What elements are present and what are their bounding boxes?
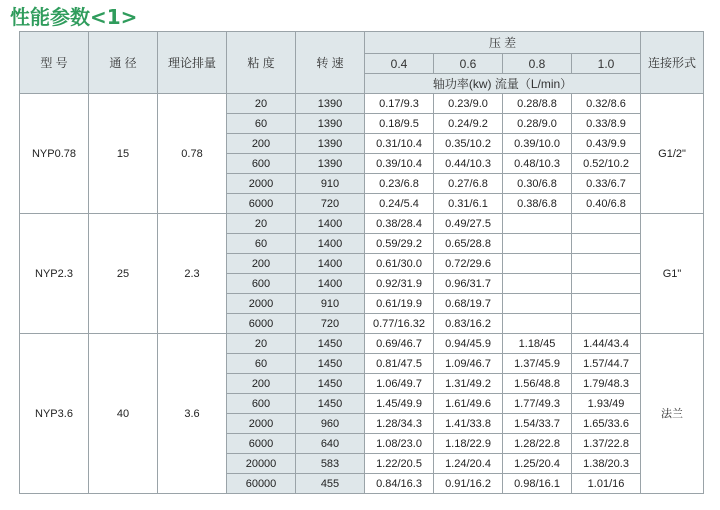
- viscosity-cell: 60: [227, 354, 296, 374]
- power-flow-cell: [572, 274, 641, 294]
- power-flow-cell: 0.48/10.3: [503, 154, 572, 174]
- power-flow-cell: 1.57/44.7: [572, 354, 641, 374]
- power-flow-cell: 1.22/20.5: [365, 454, 434, 474]
- power-flow-cell: 1.44/43.4: [572, 334, 641, 354]
- header-power-flow: 轴功率(kw) 流量（L/min）: [365, 74, 641, 94]
- power-flow-cell: 0.61/19.9: [365, 294, 434, 314]
- table-row: [20, 214, 704, 234]
- power-flow-cell: 0.23/9.0: [434, 94, 503, 114]
- power-flow-cell: [572, 214, 641, 234]
- power-flow-cell: 0.94/45.9: [434, 334, 503, 354]
- power-flow-cell: [503, 254, 572, 274]
- speed-cell: 1390: [296, 134, 365, 154]
- power-flow-cell: 0.17/9.3: [365, 94, 434, 114]
- speed-cell: 1390: [296, 114, 365, 134]
- power-flow-cell: 1.77/49.3: [503, 394, 572, 414]
- power-flow-cell: [503, 214, 572, 234]
- power-flow-cell: 1.56/48.8: [503, 374, 572, 394]
- viscosity-cell: 2000: [227, 174, 296, 194]
- header-pressure-0: 0.4: [365, 54, 434, 74]
- power-flow-cell: [572, 254, 641, 274]
- power-flow-cell: 1.65/33.6: [572, 414, 641, 434]
- power-flow-cell: 0.72/29.6: [434, 254, 503, 274]
- displacement-cell: 3.6: [158, 334, 227, 494]
- power-flow-cell: 0.77/16.32: [365, 314, 434, 334]
- bore-cell: 25: [89, 214, 158, 334]
- power-flow-cell: 0.38/6.8: [503, 194, 572, 214]
- power-flow-cell: 0.91/16.2: [434, 474, 503, 494]
- power-flow-cell: 1.06/49.7: [365, 374, 434, 394]
- power-flow-cell: 0.31/10.4: [365, 134, 434, 154]
- power-flow-cell: 0.84/16.3: [365, 474, 434, 494]
- power-flow-cell: 0.61/30.0: [365, 254, 434, 274]
- power-flow-cell: 0.68/19.7: [434, 294, 503, 314]
- power-flow-cell: 0.32/8.6: [572, 94, 641, 114]
- power-flow-cell: 0.43/9.9: [572, 134, 641, 154]
- header-bore: 通 径: [89, 32, 158, 94]
- power-flow-cell: 0.33/8.9: [572, 114, 641, 134]
- power-flow-cell: 0.39/10.0: [503, 134, 572, 154]
- header-pressure-3: 1.0: [572, 54, 641, 74]
- power-flow-cell: [572, 234, 641, 254]
- table-row: [20, 334, 704, 354]
- connection-cell: 法兰: [641, 334, 704, 494]
- power-flow-cell: [572, 314, 641, 334]
- power-flow-cell: 1.24/20.4: [434, 454, 503, 474]
- power-flow-cell: 1.93/49: [572, 394, 641, 414]
- power-flow-cell: [503, 294, 572, 314]
- viscosity-cell: 6000: [227, 434, 296, 454]
- power-flow-cell: 1.01/16: [572, 474, 641, 494]
- power-flow-cell: 1.61/49.6: [434, 394, 503, 414]
- connection-cell: G1": [641, 214, 704, 334]
- power-flow-cell: 0.24/9.2: [434, 114, 503, 134]
- viscosity-cell: 2000: [227, 414, 296, 434]
- power-flow-cell: 1.37/45.9: [503, 354, 572, 374]
- model-cell: NYP2.3: [20, 214, 89, 334]
- page-title: 性能参数<1>: [10, 5, 138, 29]
- performance-table: [19, 31, 704, 494]
- speed-cell: 910: [296, 294, 365, 314]
- viscosity-cell: 20: [227, 334, 296, 354]
- speed-cell: 720: [296, 314, 365, 334]
- power-flow-cell: 0.59/29.2: [365, 234, 434, 254]
- speed-cell: 1390: [296, 94, 365, 114]
- viscosity-cell: 600: [227, 154, 296, 174]
- power-flow-cell: 1.31/49.2: [434, 374, 503, 394]
- power-flow-cell: [572, 294, 641, 314]
- speed-cell: 1400: [296, 254, 365, 274]
- displacement-cell: 0.78: [158, 94, 227, 214]
- header-speed: 转 速: [296, 32, 365, 94]
- power-flow-cell: 0.23/6.8: [365, 174, 434, 194]
- power-flow-cell: 0.18/9.5: [365, 114, 434, 134]
- bore-cell: 15: [89, 94, 158, 214]
- power-flow-cell: 0.24/5.4: [365, 194, 434, 214]
- power-flow-cell: 1.08/23.0: [365, 434, 434, 454]
- speed-cell: 1450: [296, 394, 365, 414]
- power-flow-cell: 0.40/6.8: [572, 194, 641, 214]
- power-flow-cell: 0.65/28.8: [434, 234, 503, 254]
- power-flow-cell: 1.38/20.3: [572, 454, 641, 474]
- power-flow-cell: 0.38/28.4: [365, 214, 434, 234]
- model-cell: NYP3.6: [20, 334, 89, 494]
- power-flow-cell: 1.28/34.3: [365, 414, 434, 434]
- speed-cell: 1450: [296, 334, 365, 354]
- header-model: 型 号: [20, 32, 89, 94]
- power-flow-cell: 0.33/6.7: [572, 174, 641, 194]
- speed-cell: 1400: [296, 274, 365, 294]
- speed-cell: 583: [296, 454, 365, 474]
- power-flow-cell: 1.25/20.4: [503, 454, 572, 474]
- power-flow-cell: 0.30/6.8: [503, 174, 572, 194]
- power-flow-cell: 0.83/16.2: [434, 314, 503, 334]
- power-flow-cell: 0.27/6.8: [434, 174, 503, 194]
- viscosity-cell: 200: [227, 254, 296, 274]
- viscosity-cell: 20000: [227, 454, 296, 474]
- power-flow-cell: 0.28/9.0: [503, 114, 572, 134]
- power-flow-cell: 0.28/8.8: [503, 94, 572, 114]
- viscosity-cell: 20: [227, 94, 296, 114]
- power-flow-cell: 0.39/10.4: [365, 154, 434, 174]
- power-flow-cell: 1.79/48.3: [572, 374, 641, 394]
- power-flow-cell: 1.54/33.7: [503, 414, 572, 434]
- viscosity-cell: 60: [227, 114, 296, 134]
- viscosity-cell: 60: [227, 234, 296, 254]
- table-row: [20, 94, 704, 114]
- viscosity-cell: 200: [227, 374, 296, 394]
- header-displacement: 理论排量: [158, 32, 227, 94]
- speed-cell: 1400: [296, 214, 365, 234]
- power-flow-cell: 1.45/49.9: [365, 394, 434, 414]
- power-flow-cell: 1.41/33.8: [434, 414, 503, 434]
- viscosity-cell: 6000: [227, 314, 296, 334]
- power-flow-cell: 0.49/27.5: [434, 214, 503, 234]
- power-flow-cell: 0.31/6.1: [434, 194, 503, 214]
- header-connection: 连接形式: [641, 32, 704, 94]
- power-flow-cell: 1.18/45: [503, 334, 572, 354]
- speed-cell: 960: [296, 414, 365, 434]
- power-flow-cell: 0.35/10.2: [434, 134, 503, 154]
- power-flow-cell: 0.44/10.3: [434, 154, 503, 174]
- header-pressure-diff: 压 差: [365, 32, 641, 54]
- power-flow-cell: 1.37/22.8: [572, 434, 641, 454]
- header-pressure-2: 0.8: [503, 54, 572, 74]
- speed-cell: 640: [296, 434, 365, 454]
- power-flow-cell: 1.28/22.8: [503, 434, 572, 454]
- speed-cell: 1400: [296, 234, 365, 254]
- power-flow-cell: [503, 234, 572, 254]
- power-flow-cell: [503, 274, 572, 294]
- power-flow-cell: 1.18/22.9: [434, 434, 503, 454]
- model-cell: NYP0.78: [20, 94, 89, 214]
- viscosity-cell: 2000: [227, 294, 296, 314]
- header-pressure-1: 0.6: [434, 54, 503, 74]
- power-flow-cell: 0.81/47.5: [365, 354, 434, 374]
- power-flow-cell: 0.96/31.7: [434, 274, 503, 294]
- power-flow-cell: [503, 314, 572, 334]
- power-flow-cell: 0.69/46.7: [365, 334, 434, 354]
- viscosity-cell: 20: [227, 214, 296, 234]
- speed-cell: 455: [296, 474, 365, 494]
- speed-cell: 1450: [296, 354, 365, 374]
- power-flow-cell: 0.52/10.2: [572, 154, 641, 174]
- speed-cell: 1390: [296, 154, 365, 174]
- viscosity-cell: 200: [227, 134, 296, 154]
- power-flow-cell: 0.98/16.1: [503, 474, 572, 494]
- power-flow-cell: 1.09/46.7: [434, 354, 503, 374]
- connection-cell: G1/2": [641, 94, 704, 214]
- speed-cell: 720: [296, 194, 365, 214]
- bore-cell: 40: [89, 334, 158, 494]
- power-flow-cell: 0.92/31.9: [365, 274, 434, 294]
- displacement-cell: 2.3: [158, 214, 227, 334]
- speed-cell: 910: [296, 174, 365, 194]
- table-body: [20, 94, 704, 494]
- viscosity-cell: 600: [227, 394, 296, 414]
- header-viscosity: 粘 度: [227, 32, 296, 94]
- speed-cell: 1450: [296, 374, 365, 394]
- viscosity-cell: 60000: [227, 474, 296, 494]
- viscosity-cell: 6000: [227, 194, 296, 214]
- viscosity-cell: 600: [227, 274, 296, 294]
